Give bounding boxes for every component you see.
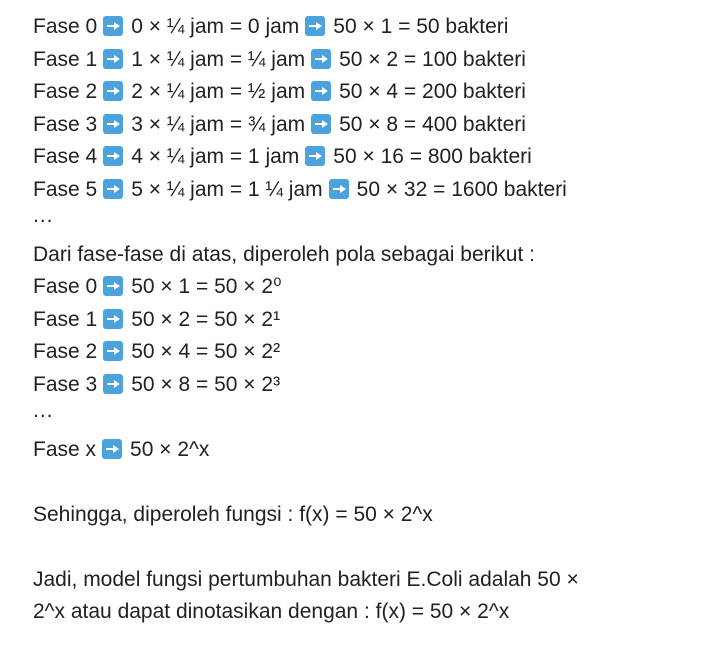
right-arrow-icon	[311, 81, 331, 101]
general-expr: 50 × 2^x	[130, 437, 210, 461]
phase-time: 3 × ¼ jam = ¾ jam	[131, 112, 306, 136]
phase-count: 50 × 4 = 200 bakteri	[339, 80, 526, 103]
pattern-label: Fase 3	[33, 372, 98, 396]
phase-count: 50 × 1 = 50 bakteri	[333, 15, 509, 38]
phase-line-0	[33, 11, 720, 44]
phase-label: Fase 3	[33, 112, 98, 136]
right-arrow-icon	[305, 146, 325, 166]
pattern-line-2	[33, 336, 720, 369]
conclusion-line-1: Jadi, model fungsi pertumbuhan bakteri E.Coli adalah 50 ×	[33, 567, 579, 591]
right-arrow-icon	[103, 179, 123, 199]
pattern-label: Fase 1	[33, 307, 98, 331]
right-arrow-icon	[103, 81, 123, 101]
spacer	[33, 466, 720, 499]
phase-count: 50 × 2 = 100 bakteri	[339, 47, 526, 71]
phase-line-5	[33, 174, 720, 207]
pattern-expr: 50 × 8 = 50 × 2³	[131, 372, 281, 396]
pattern-expr: 50 × 2 = 50 × 2¹	[131, 307, 281, 331]
pattern-line-0	[33, 271, 720, 304]
pattern-line-3	[33, 369, 720, 402]
right-arrow-icon	[103, 276, 123, 296]
phase-label: Fase 1	[33, 47, 98, 71]
phase-time: 1 × ¼ jam = ¼ jam	[131, 47, 306, 71]
general-label: Fase x	[33, 437, 97, 461]
phase-count: 50 × 16 = 800 bakteri	[333, 145, 532, 168]
phase-time: 2 × ¼ jam = ½ jam	[131, 80, 306, 103]
right-arrow-icon	[311, 114, 331, 134]
function-line: Sehingga, diperoleh fungsi : f(x) = 50 × 2^x	[33, 502, 433, 526]
pattern-expr: 50 × 1 = 50 × 2⁰	[131, 275, 282, 298]
phase-line-1	[33, 44, 720, 77]
pattern-label: Fase 0	[33, 275, 98, 298]
phase-line-3	[33, 109, 720, 142]
phase-count: 50 × 32 = 1600 bakteri	[356, 177, 567, 201]
phase-label: Fase 0	[33, 15, 98, 38]
right-arrow-icon	[311, 49, 331, 69]
spacer	[33, 531, 720, 564]
phase-time: 0 × ¼ jam = 0 jam	[131, 15, 300, 38]
phase-label: Fase 2	[33, 80, 98, 103]
right-arrow-icon	[102, 439, 122, 459]
right-arrow-icon	[103, 374, 123, 394]
ellipsis: ...	[33, 204, 54, 227]
pattern-label: Fase 2	[33, 340, 98, 363]
pattern-line-1	[33, 304, 720, 337]
right-arrow-icon	[329, 179, 349, 199]
right-arrow-icon	[103, 49, 123, 69]
conclusion-line-2: 2^x atau dapat dinotasikan dengan : f(x) = 50 × 2^x	[33, 600, 510, 623]
phase-time: 4 × ¼ jam = 1 jam	[131, 145, 300, 168]
right-arrow-icon	[103, 114, 123, 134]
phase-line-4	[33, 141, 720, 174]
phase-label: Fase 5	[33, 177, 98, 201]
phase-label: Fase 4	[33, 145, 98, 168]
ellipsis: ...	[33, 399, 54, 422]
pattern-intro: Dari fase-fase di atas, diperoleh pola sebagai berikut :	[33, 242, 535, 266]
pattern-expr: 50 × 4 = 50 × 2²	[131, 340, 281, 363]
right-arrow-icon	[103, 341, 123, 361]
general-pattern-line	[33, 434, 720, 467]
phase-time: 5 × ¼ jam = 1 ¼ jam	[131, 177, 323, 201]
right-arrow-icon	[305, 16, 325, 36]
right-arrow-icon	[103, 309, 123, 329]
right-arrow-icon	[103, 146, 123, 166]
phase-line-2	[33, 76, 720, 109]
phase-count: 50 × 8 = 400 bakteri	[339, 112, 526, 136]
right-arrow-icon	[103, 16, 123, 36]
